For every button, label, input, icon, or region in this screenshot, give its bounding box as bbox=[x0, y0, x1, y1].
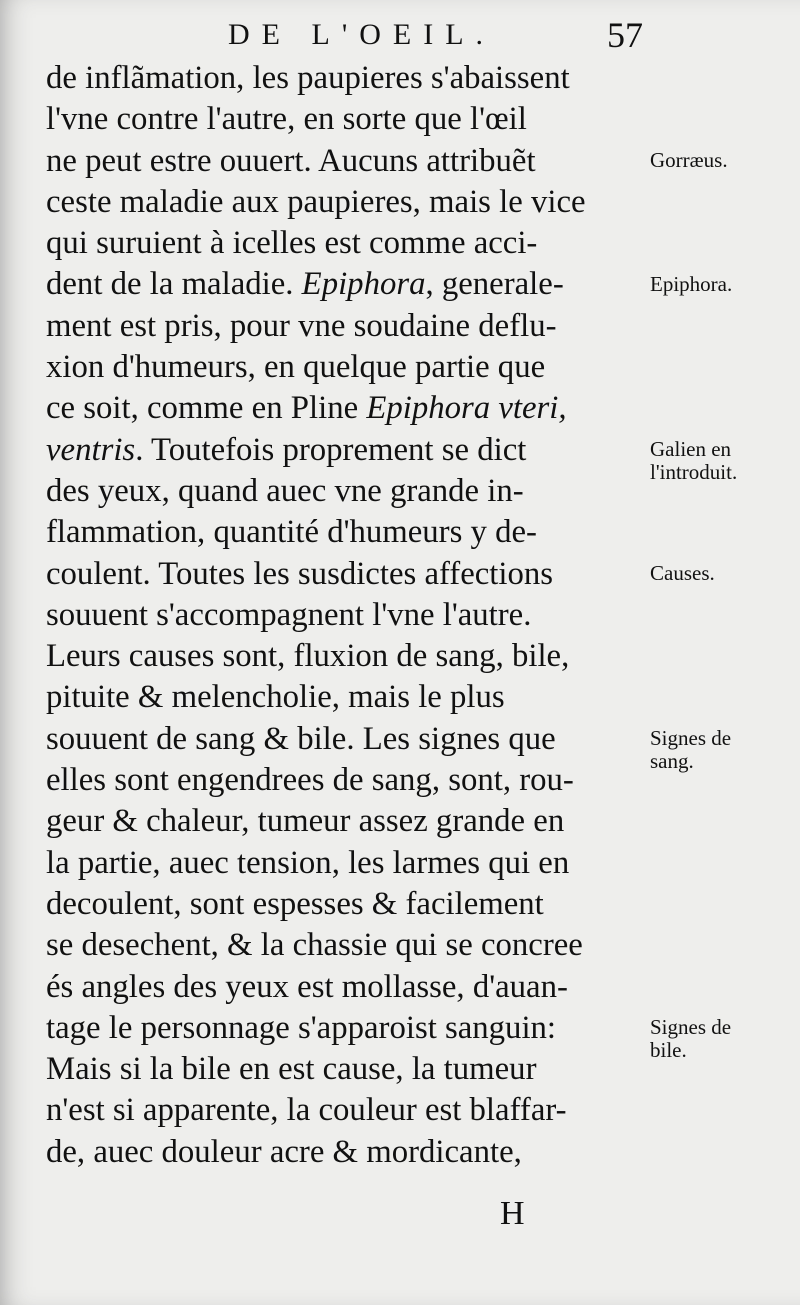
text-segment: decoulent, sont espesses & facilement bbox=[46, 885, 544, 922]
text-segment: souuent s'accompagnent l'vne l'autre. bbox=[46, 596, 532, 633]
text-line bbox=[46, 264, 642, 305]
text-segment: ceste maladie aux paupieres, mais le vice bbox=[46, 183, 586, 220]
text-segment: qui suruient à icelles est comme acci- bbox=[46, 225, 538, 262]
text-segment: , generale- bbox=[425, 266, 564, 303]
text-line bbox=[46, 1049, 642, 1090]
italic-term: Epiphora bbox=[301, 266, 426, 303]
text-segment: n'est si apparente, la couleur est blaffar- bbox=[46, 1092, 567, 1129]
text-segment: elles sont engendrees de sang, sont, rou- bbox=[46, 762, 574, 799]
text-segment: geur & chaleur, tumeur assez grande en bbox=[46, 803, 565, 840]
text-line bbox=[46, 99, 642, 140]
margin-note: Signes de sang. bbox=[650, 725, 732, 773]
text-line bbox=[46, 554, 642, 595]
page-number: 57 bbox=[607, 15, 643, 55]
text-line bbox=[46, 636, 642, 677]
catchword: H bbox=[500, 1195, 525, 1232]
text-line bbox=[46, 595, 642, 636]
running-head: DE L'OEIL. bbox=[228, 18, 496, 51]
text-line bbox=[46, 1090, 642, 1131]
text-segment: dent de la maladie. bbox=[46, 266, 302, 303]
text-segment: ce soit, comme en Pline bbox=[46, 390, 367, 427]
margin-note: Gorræus. bbox=[650, 147, 728, 172]
text-line bbox=[46, 512, 642, 553]
text-line bbox=[46, 58, 642, 99]
text-segment: tage le personnage s'apparoist sanguin: bbox=[46, 1009, 557, 1046]
text-segment: ment est pris, pour vne soudaine deflu- bbox=[46, 307, 557, 344]
margin-note: Causes. bbox=[650, 560, 715, 585]
text-line bbox=[46, 801, 642, 842]
text-line bbox=[46, 388, 642, 429]
text-line bbox=[46, 1008, 642, 1049]
text-segment: és angles des yeux est mollasse, d'auan- bbox=[46, 968, 568, 1005]
text-segment: xion d'humeurs, en quelque partie que bbox=[46, 349, 546, 386]
text-segment: ne peut estre ouuert. Aucuns attribuẽt bbox=[46, 142, 536, 179]
text-segment: l'vne contre l'autre, en sorte que l'œil bbox=[46, 101, 527, 138]
text-line bbox=[46, 430, 642, 471]
text-line bbox=[46, 967, 642, 1008]
italic-term: ventris bbox=[46, 431, 136, 468]
text-segment: . Toutefois proprement se dict bbox=[135, 431, 527, 468]
text-line bbox=[46, 884, 642, 925]
margin-note: Epiphora. bbox=[650, 271, 733, 296]
text-segment: la partie, auec tension, les larmes qui en bbox=[46, 844, 570, 881]
text-line bbox=[46, 223, 642, 264]
text-segment: flammation, quantité d'humeurs y de- bbox=[46, 514, 537, 551]
text-segment: Leurs causes sont, fluxion de sang, bile, bbox=[46, 638, 570, 675]
text-line bbox=[46, 843, 642, 884]
text-line bbox=[46, 347, 642, 388]
text-segment: de, auec douleur acre & mordicante, bbox=[46, 1133, 522, 1170]
text-line bbox=[46, 306, 642, 347]
text-line bbox=[46, 141, 642, 182]
text-segment: Mais si la bile en est cause, la tumeur bbox=[46, 1051, 537, 1088]
text-line bbox=[46, 182, 642, 223]
margin-note: Galien en l'introduit. bbox=[650, 436, 738, 484]
text-segment: coulent. Toutes les susdictes affections bbox=[46, 555, 554, 592]
text-line bbox=[46, 925, 642, 966]
margin-note: Signes de bile. bbox=[650, 1014, 732, 1062]
text-segment: souuent de sang & bile. Les signes que bbox=[46, 720, 556, 757]
italic-term: Epiphora vteri, bbox=[366, 390, 567, 427]
text-line bbox=[46, 471, 642, 512]
text-line bbox=[46, 719, 642, 760]
text-segment: des yeux, quand auec vne grande in- bbox=[46, 472, 524, 509]
text-line bbox=[46, 677, 642, 718]
body-text bbox=[46, 58, 646, 1173]
text-line bbox=[46, 1132, 642, 1173]
page-header bbox=[0, 12, 800, 56]
text-segment: de inflãmation, les paupieres s'abaissent bbox=[46, 60, 570, 96]
text-line bbox=[46, 760, 642, 801]
text-segment: pituite & melencholie, mais le plus bbox=[46, 679, 505, 716]
text-segment: se desechent, & la chassie qui se concree bbox=[46, 927, 583, 964]
